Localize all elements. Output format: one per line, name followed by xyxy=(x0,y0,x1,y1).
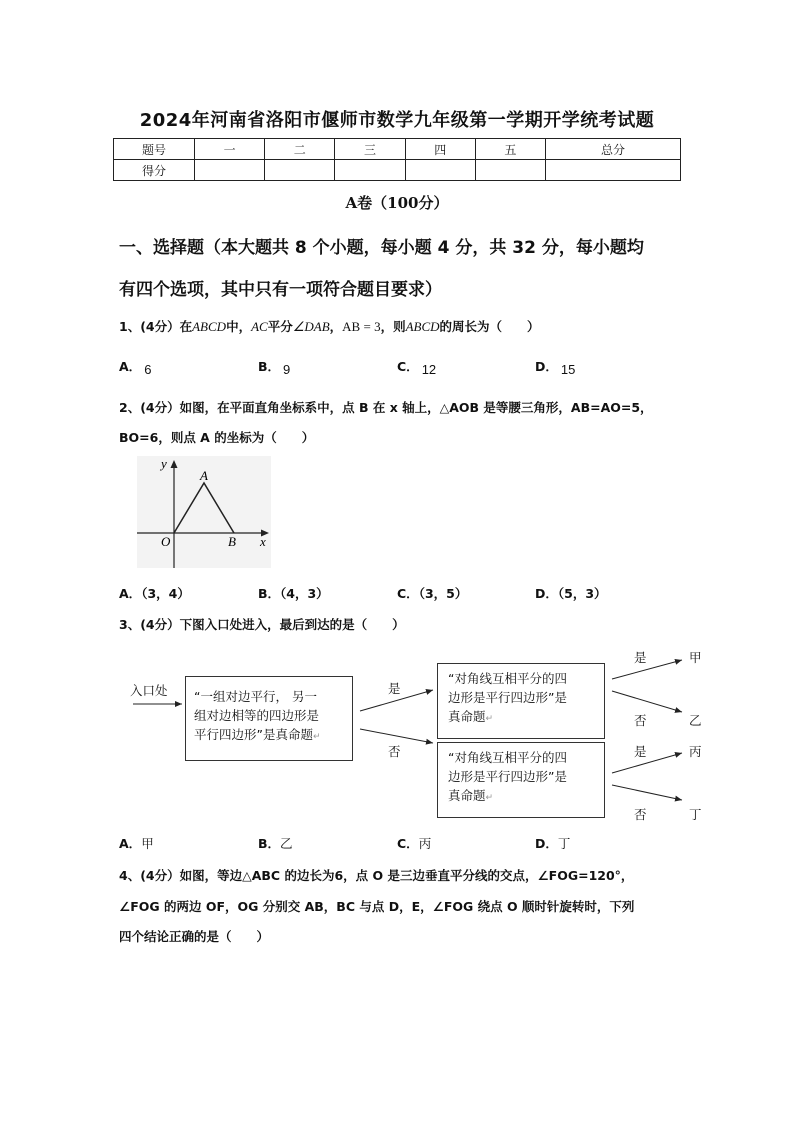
table-cell: 五 xyxy=(475,139,545,160)
option-c[interactable]: C． 12 xyxy=(397,359,437,377)
option-b[interactable]: B．（4，3） xyxy=(258,586,329,601)
table-cell: 四 xyxy=(405,139,475,160)
option-c[interactable]: C．丙 xyxy=(397,836,432,851)
no-arrow xyxy=(360,729,433,743)
coordinate-figure xyxy=(137,456,271,568)
yes-label: 是 xyxy=(634,744,647,759)
option-d[interactable]: D．（5，3） xyxy=(535,586,607,601)
table-cell: 得分 xyxy=(114,160,195,181)
volume-heading: A卷（100分） xyxy=(345,194,449,212)
option-b[interactable]: B．乙 xyxy=(258,836,293,851)
flow-box-2: “对角线互相平分的四 边形是平行四边形”是 真命题↵ xyxy=(437,663,605,739)
option-d[interactable]: D． 15 xyxy=(535,359,576,377)
section-heading-line1: 一、选择题（本大题共 8 个小题，每小题 4 分，共 32 分，每小题均 xyxy=(119,238,644,258)
outcome-label: 乙 xyxy=(689,713,702,728)
origin-label: O xyxy=(161,534,171,549)
table-cell: 三 xyxy=(335,139,405,160)
entry-label: 入口处 xyxy=(130,683,168,698)
x-axis-label: x xyxy=(260,534,266,549)
option-a[interactable]: A．甲 xyxy=(119,836,154,851)
option-a[interactable]: A．（3，4） xyxy=(119,586,190,601)
table-cell xyxy=(546,160,681,181)
outcome-label: 甲 xyxy=(689,650,702,665)
page-title: 2024年河南省洛阳市偃师市数学九年级第一学期开学统考试题 xyxy=(139,110,655,131)
question-4-line2: ∠FOG 的两边 OF，OG 分别交 AB，BC 与点 D，E，∠FOG 绕点 O 顺时针旋转时，下列 xyxy=(119,899,635,914)
score-table xyxy=(113,138,681,181)
flow-box-3: “对角线互相平分的四 边形是平行四边形”是 真命题↵ xyxy=(437,742,605,818)
question-2-line1: 2、(4分）如图，在平面直角坐标系中，点 B 在 x 轴上，△AOB 是等腰三角形，AB=AO=5， xyxy=(119,400,653,415)
point-b-label: B xyxy=(228,534,236,549)
option-c[interactable]: C．（3，5） xyxy=(397,586,468,601)
option-b[interactable]: B． 9 xyxy=(258,359,291,377)
no-label: 否 xyxy=(388,744,401,759)
table-cell xyxy=(265,160,335,181)
flowchart-arrows xyxy=(0,640,794,830)
table-cell xyxy=(195,160,265,181)
option-a[interactable]: A． 6 xyxy=(119,359,152,377)
table-row xyxy=(114,160,681,181)
table-cell: 题号 xyxy=(114,139,195,160)
no-label: 否 xyxy=(634,713,647,728)
yes-arrow xyxy=(612,753,682,773)
question-1: 1、(4分）在ABCD中，AC平分∠DAB，AB = 3，则ABCD的周长为（ ） xyxy=(119,319,540,334)
outcome-label: 丁 xyxy=(689,807,702,822)
question-2-line2: BO=6，则点 A 的坐标为（ ） xyxy=(119,430,315,445)
question-4-line1: 4、(4分）如图，等边△ABC 的边长为6，点 O 是三边垂直平分线的交点，∠FOG=120°， xyxy=(119,868,634,883)
yes-label: 是 xyxy=(388,681,401,696)
point-a-label: A xyxy=(200,468,208,483)
table-cell: 总分 xyxy=(546,139,681,160)
table-cell xyxy=(335,160,405,181)
table-cell: 二 xyxy=(265,139,335,160)
table-cell xyxy=(405,160,475,181)
yes-label: 是 xyxy=(634,650,647,665)
table-row xyxy=(114,139,681,160)
yes-arrow xyxy=(612,660,682,679)
section-heading-line2: 有四个选项，其中只有一项符合题目要求） xyxy=(119,280,442,300)
no-arrow xyxy=(612,691,682,712)
no-arrow xyxy=(612,785,682,800)
no-label: 否 xyxy=(634,807,647,822)
flow-box-1: “一组对边平行， 另一 组对边相等的四边形是 平行四边形”是真命题↵ xyxy=(185,676,353,761)
question-4-line3: 四个结论正确的是（ ） xyxy=(119,929,270,944)
outcome-label: 丙 xyxy=(689,744,702,759)
y-axis-label: y xyxy=(161,456,167,471)
option-d[interactable]: D．丁 xyxy=(535,836,571,851)
table-cell: 一 xyxy=(195,139,265,160)
table-cell xyxy=(475,160,545,181)
question-3: 3、(4分）下图入口处进入，最后到达的是（ ） xyxy=(119,617,405,632)
